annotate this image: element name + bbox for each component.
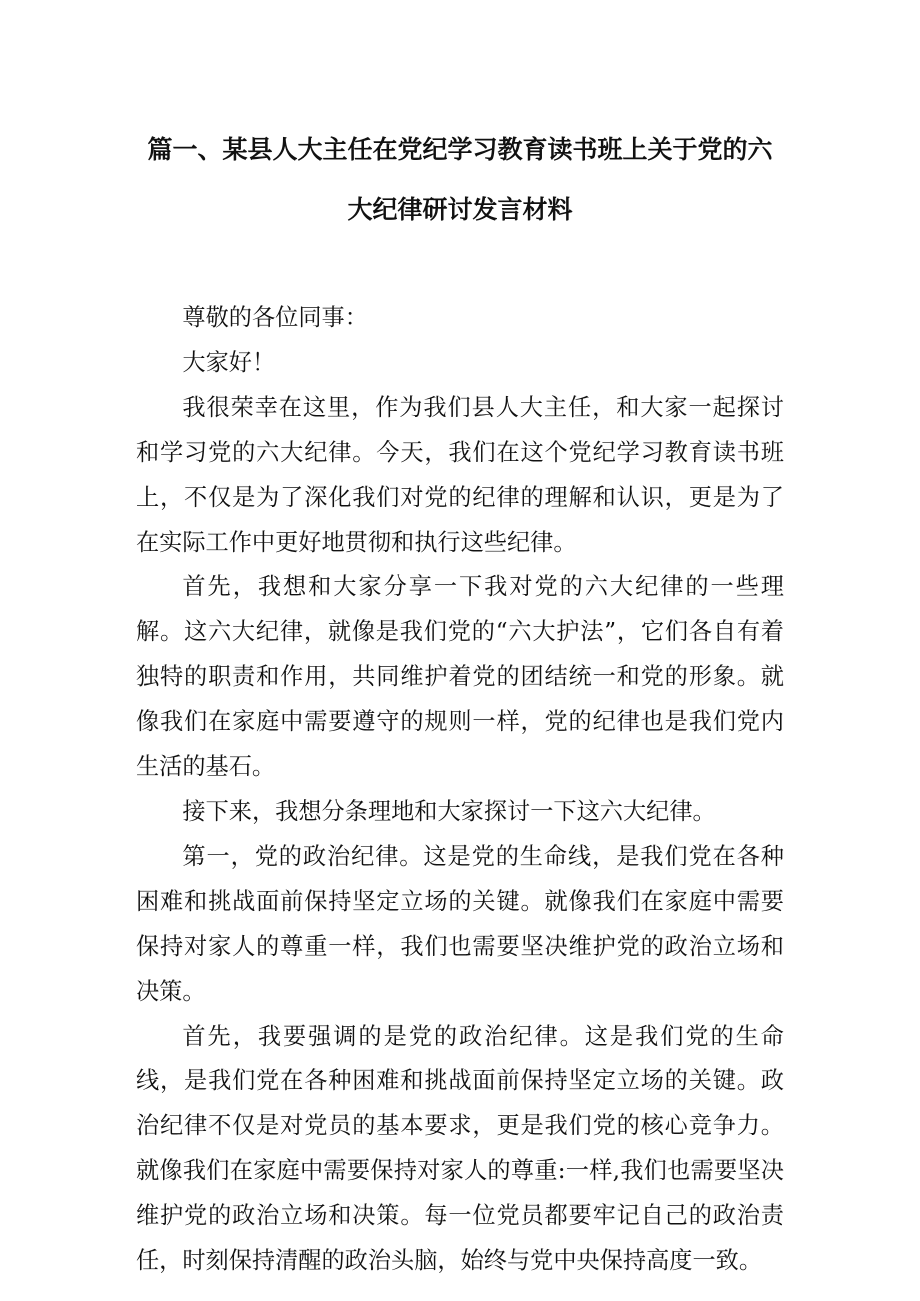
body-paragraph: 首先，我要强调的是党的政治纪律。这是我们党的生命线，是我们党在各种困难和挑战面前保持坚定立场的关键。政治纪律不仅是对党员的基本要求，更是我们党的核心竞争力。就像我们在家庭中需要保持对家人的尊重:一样,我们也需要坚决维护党的政治立场和决策。每一位党员都要牢记自己的政治责任，时刻保持清醒的政治头脑，始终与党中央保持高度一致。 — [136, 1022, 784, 1275]
document-title-line-2: 大纪律研讨发言材料 — [347, 195, 573, 224]
body-paragraph: 接下来，我想分条理地和大家探讨一下这六大纪律。 — [182, 797, 716, 825]
salutation: 尊敬的各位同事： — [182, 304, 368, 331]
body-paragraph: 我很荣幸在这里，作为我们县人大主任，和大家一起探讨和学习党的六大纪律。今天，我们在这个党纪学习教育读书班上，不仅是为了深化我们对党的纪律的理解和认识，更是为了在实际工作中更好地贯彻和执行这些纪律。 — [136, 393, 784, 556]
document-title-line-1: 篇一、某县人大主任在党纪学习教育读书班上关于党的六 — [147, 135, 773, 164]
document-body — [136, 296, 784, 1284]
body-paragraph: 首先，我想和大家分享一下我对党的六大纪律的一些理解。这六大纪律，就像是我们党的“六大护法”，它们各自有着独特的职责和作用，共同维护着党的团结统一和党的形象。就像我们在家庭中需要遵守的规则一样，党的纪律也是我们党内生活的基石。 — [136, 573, 784, 781]
greeting: 大家好！ — [182, 348, 276, 376]
body-paragraph: 第一，党的政治纪律。这是党的生命线，是我们党在各种困难和挑战面前保持坚定立场的关键。就像我们在家庭中需要保持对家人的尊重一样，我们也需要坚决维护党的政治立场和决策。 — [136, 842, 784, 1005]
